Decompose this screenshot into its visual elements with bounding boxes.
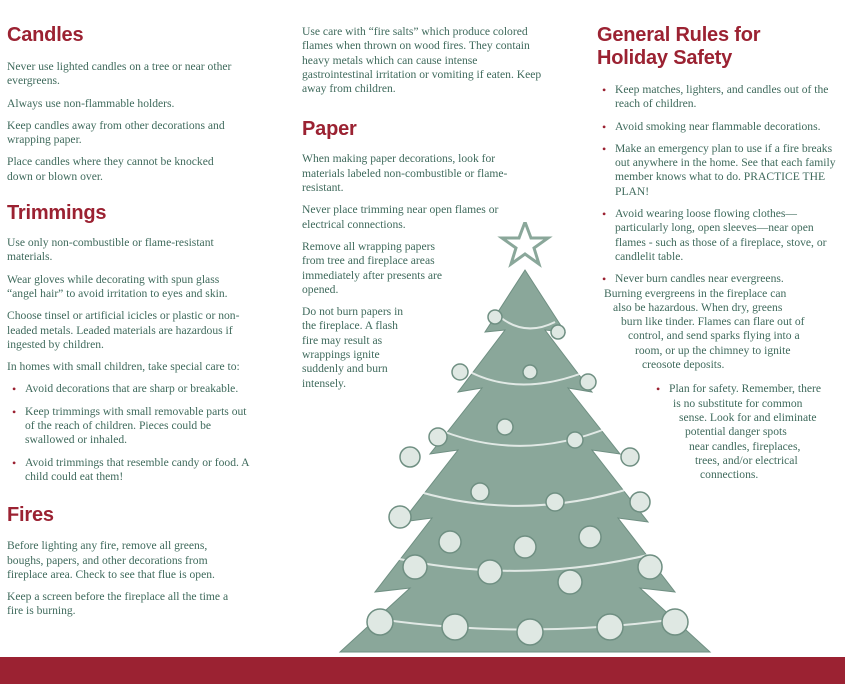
trimmings-heading: Trimmings (7, 202, 107, 225)
evergreens-line: creosote deposits. (642, 358, 725, 372)
candles-paragraph: Keep candles away from other decorations and wrapping paper. (7, 118, 225, 147)
list-item (651, 382, 839, 482)
fires-paragraph: Keep a screen before the fireplace all the time a fire is burning. (7, 590, 229, 618)
plan-line: sense. Look for and eliminate (679, 410, 817, 424)
plan-line: connections. (700, 468, 759, 482)
paper-paragraph: Do not burn papers in the fireplace. A flash fire may result as wrappings ignite suddenly and burn intensely. (302, 305, 404, 390)
plan-line: potential danger spots (685, 425, 787, 439)
paper-paragraph: Remove all wrapping papers from tree and fireplace areas immediately after presents are opened. (302, 239, 443, 296)
trimmings-paragraph: Use only non-combustible or flame-resistant materials. (7, 236, 214, 264)
candles-paragraph: Place candles where they cannot be knocked down or blown over. (7, 155, 214, 183)
trimmings-bullet-list (7, 382, 252, 484)
footer-bar (0, 657, 845, 684)
general-rules-heading-line: Holiday Safety (597, 47, 733, 69)
candles-paragraph: Never use lighted candles on a tree or near other evergreens. (7, 60, 232, 88)
evergreens-line: control, and send sparks flying into a (628, 329, 800, 343)
column-right (597, 0, 839, 490)
column-left (7, 0, 252, 627)
paper-paragraph: Never place trimming near open flames or electrical connections. (302, 203, 499, 231)
list-item: • Keep trimmings with small removable parts out of the reach of children. Pieces could be swallowed or inhaled. (7, 405, 252, 448)
evergreens-line: burn like tinder. Flames can flare out of (621, 315, 805, 329)
list-item: • Keep matches, lighters, and candles out of the reach of children. (597, 83, 840, 112)
trimmings-paragraph: Choose tinsel or artificial icicles or plastic or non-leaded metals. Leaded materials are hazardous if ingested by children. (7, 309, 240, 351)
list-item: • Make an emergency plan to use if a fire breaks out anywhere in the home. See that each family member knows what to do. PRACTICE THE PLAN! (597, 142, 840, 199)
fires-heading: Fires (7, 504, 54, 527)
paper-paragraph: When making paper decorations, look for materials labeled non-combustible or flame-resistant. (302, 152, 508, 195)
general-rules-heading (597, 24, 839, 70)
fires-paragraph: Before lighting any fire, remove all greens, boughs, papers, and other decorations from fireplace area. Check to see that flue is open. (7, 539, 215, 581)
plan-line: trees, and/or electrical (695, 453, 798, 467)
plan-line: • Plan for safety. Remember, there (669, 382, 822, 396)
evergreens-line: room, or up the chimney to ignite (635, 343, 791, 357)
candles-heading: Candles (7, 24, 84, 46)
evergreens-line: also be hazardous. When dry, greens (613, 300, 783, 314)
general-rules-heading-line: General Rules for (597, 24, 761, 46)
list-item: • Avoid smoking near flammable decorations. (597, 120, 839, 134)
evergreens-line: Burning evergreens in the fireplace can (604, 286, 787, 300)
paper-heading: Paper (302, 118, 357, 141)
plan-line: is no substitute for common (673, 396, 803, 410)
list-item: • Avoid decorations that are sharp or breakable. (7, 382, 250, 396)
candles-paragraph: Always use non-flammable holders. (7, 96, 175, 110)
list-item: • Avoid wearing loose flowing clothes—particularly long, open sleeves—near open flames - such as those of a fireplace, stove, or candlelit table. (597, 207, 839, 264)
plan-line: near candles, fireplaces, (689, 439, 801, 453)
general-rules-bullet-list (597, 83, 839, 482)
evergreens-line: • Never burn candles near evergreens. (615, 272, 784, 286)
list-item: • Avoid trimmings that resemble candy or food. A child could eat them! (7, 456, 252, 485)
trimmings-paragraph: In homes with small children, take special care to: (7, 360, 240, 374)
list-item (597, 272, 839, 372)
trimmings-paragraph: Wear gloves while decorating with spun glass “angel hair” to avoid irritation to eyes and skin. (7, 272, 228, 300)
fire-salts-paragraph: Use care with “fire salts” which produce colored flames when thrown on wood fires. They contain heavy metals which can cause intense gastrointestinal irritation or vomiting if eaten. Keep away from children. (302, 25, 542, 96)
